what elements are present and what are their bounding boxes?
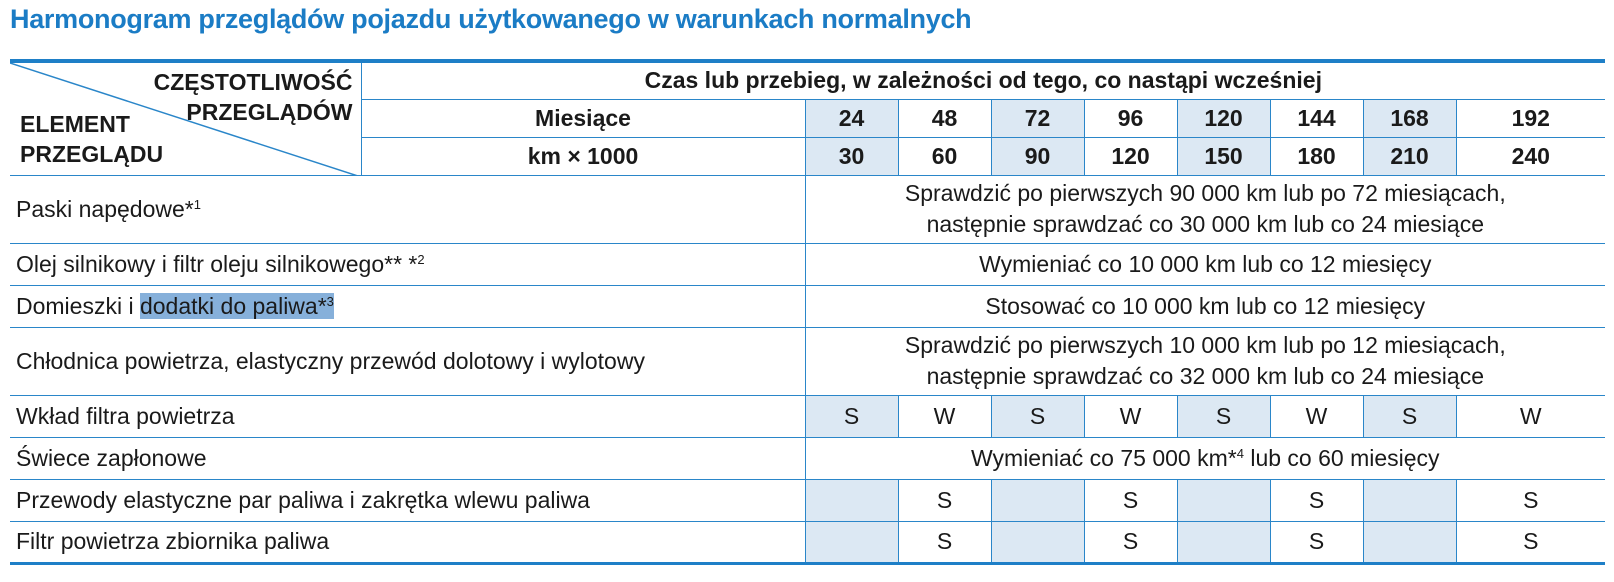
schedule-mark: S — [1363, 395, 1456, 437]
table-row-intercooler — [10, 327, 1605, 395]
interval-note: Wymieniać co 75 000 km*$^4$ lub co 60 miesięcy — [805, 437, 1605, 479]
km-value: 90 — [991, 137, 1084, 175]
km-value: 180 — [1270, 137, 1363, 175]
schedule-mark: W — [1456, 395, 1605, 437]
interval-note: Sprawdzić po pierwszych 10 000 km lub po 12 miesiącach, następnie sprawdzać co 32 000 km lub co 24 miesiące — [805, 327, 1605, 395]
element-heading-line1: ELEMENT — [20, 111, 130, 137]
month-value: 168 — [1363, 99, 1456, 137]
table-row-fuel-lines — [10, 479, 1605, 521]
time-or-mileage-caption: Czas lub przebieg, w zależności od tego, co nastąpi wcześniej — [361, 61, 1605, 99]
schedule-mark — [1363, 479, 1456, 521]
page-title: Harmonogram przeglądów pojazdu użytkowanego w warunkach normalnych — [10, 4, 972, 34]
schedule-mark: S — [1456, 521, 1605, 563]
item-label: Domieszki i dodatki do paliwa*$^3$ — [10, 285, 805, 327]
element-heading — [20, 109, 163, 169]
schedule-mark — [805, 479, 898, 521]
schedule-mark: S — [1084, 479, 1177, 521]
inspection-schedule-table — [10, 59, 1605, 565]
item-label: Wkład filtra powietrza — [10, 395, 805, 437]
month-value: 144 — [1270, 99, 1363, 137]
schedule-mark: S — [898, 521, 991, 563]
schedule-mark: S — [1456, 479, 1605, 521]
month-value: 120 — [1177, 99, 1270, 137]
schedule-mark: S — [1270, 479, 1363, 521]
corner-header-cell — [10, 61, 361, 175]
schedule-mark: S — [1270, 521, 1363, 563]
schedule-mark — [991, 479, 1084, 521]
schedule-mark: S — [898, 479, 991, 521]
item-label: Przewody elastyczne par paliwa i zakrętka wlewu paliwa — [10, 479, 805, 521]
month-value: 72 — [991, 99, 1084, 137]
item-label: Paski napędowe*$^1$ — [10, 175, 805, 243]
item-label: Olej silnikowy i filtr oleju silnikowego** *$^2$ — [10, 243, 805, 285]
km-value: 240 — [1456, 137, 1605, 175]
schedule-mark: S — [805, 395, 898, 437]
schedule-mark: W — [898, 395, 991, 437]
schedule-mark: W — [1084, 395, 1177, 437]
frequency-heading — [154, 67, 353, 127]
km-label: km × 1000 — [361, 137, 805, 175]
table-row-tank-air-filter — [10, 521, 1605, 563]
schedule-mark: S — [1084, 521, 1177, 563]
header-row-caption — [10, 61, 1605, 99]
table-row-fuel-additives — [10, 285, 1605, 327]
item-label: Chłodnica powietrza, elastyczny przewód dolotowy i wylotowy — [10, 327, 805, 395]
schedule-mark — [805, 521, 898, 563]
interval-note: Stosować co 10 000 km lub co 12 miesięcy — [805, 285, 1605, 327]
table-row-engine-oil — [10, 243, 1605, 285]
schedule-mark — [1363, 521, 1456, 563]
month-value: 192 — [1456, 99, 1605, 137]
month-value: 96 — [1084, 99, 1177, 137]
schedule-mark: S — [991, 395, 1084, 437]
schedule-mark — [1177, 479, 1270, 521]
month-value: 48 — [898, 99, 991, 137]
item-label: Świece zapłonowe — [10, 437, 805, 479]
interval-note: Sprawdzić po pierwszych 90 000 km lub po 72 miesiącach, następnie sprawdzać co 30 000 km lub co 24 miesiące — [805, 175, 1605, 243]
interval-note: Wymieniać co 10 000 km lub co 12 miesięcy — [805, 243, 1605, 285]
schedule-mark — [1177, 521, 1270, 563]
km-value: 210 — [1363, 137, 1456, 175]
frequency-heading-line1: CZĘSTOTLIWOŚĆ — [153, 69, 353, 95]
km-value: 60 — [898, 137, 991, 175]
element-heading-line2: PRZEGLĄDU — [20, 141, 164, 167]
km-value: 120 — [1084, 137, 1177, 175]
frequency-heading-line2: PRZEGLĄDÓW — [186, 99, 353, 125]
schedule-mark: S — [1177, 395, 1270, 437]
months-label: Miesiące — [361, 99, 805, 137]
item-label: Filtr powietrza zbiornika paliwa — [10, 521, 805, 563]
table-row-spark-plugs — [10, 437, 1605, 479]
km-value: 150 — [1177, 137, 1270, 175]
schedule-mark — [991, 521, 1084, 563]
table-row-drive-belts — [10, 175, 1605, 243]
table-row-air-filter — [10, 395, 1605, 437]
month-value: 24 — [805, 99, 898, 137]
text-selection-highlight[interactable]: dodatki do paliwa*$^3$ — [139, 292, 334, 319]
schedule-mark: W — [1270, 395, 1363, 437]
km-value: 30 — [805, 137, 898, 175]
